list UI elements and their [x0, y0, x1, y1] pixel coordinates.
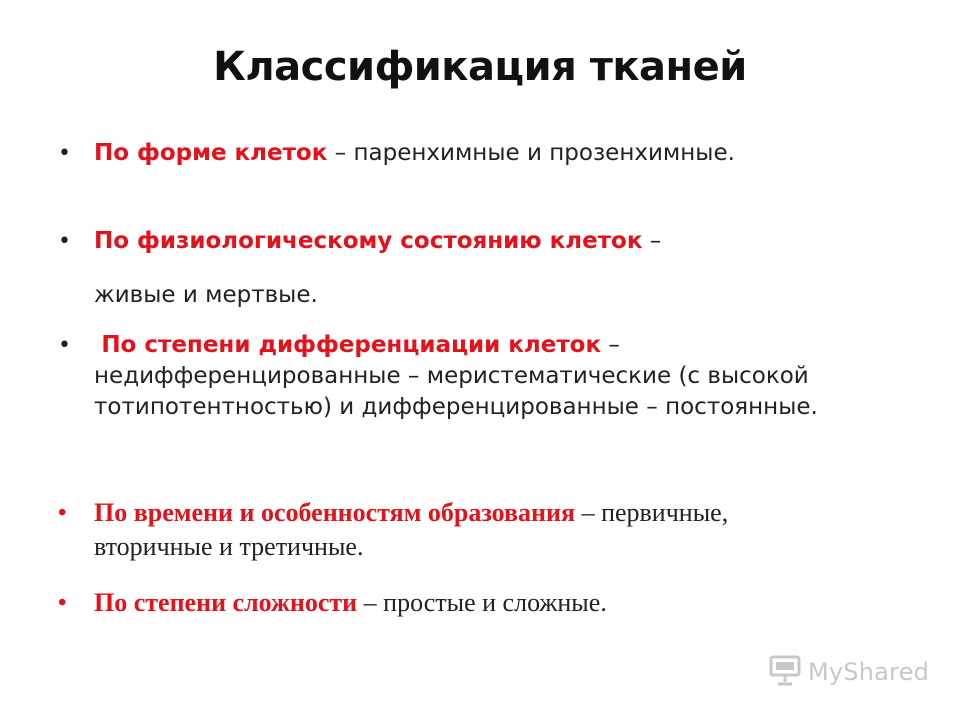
bullet: • — [58, 229, 71, 254]
continuation-text: живые и мертвые. — [94, 282, 318, 308]
item-highlight: По степени дифференциации клеток — [101, 332, 602, 358]
item-highlight: По степени сложности — [94, 588, 358, 617]
item-highlight: По форме клеток — [94, 140, 328, 166]
item-rest: – — [642, 228, 662, 254]
bullet: • — [58, 590, 67, 616]
item-rest: – паренхимные и прозенхимные. — [327, 140, 735, 166]
list-item-text — [94, 330, 854, 423]
item-highlight: По физиологическому состоянию клеток — [94, 228, 643, 254]
list-item-text — [94, 226, 874, 257]
presentation-board-icon — [768, 653, 802, 692]
list-item-text — [94, 586, 874, 620]
list-item-text — [94, 138, 874, 169]
list-item-text — [94, 496, 834, 564]
bullet: • — [58, 500, 67, 526]
item-rest: – недифференцированные – меристематические (с высокой тотипотентностью) и дифференцированные – постоянные. — [94, 332, 818, 420]
slide-title: Классификация тканей — [213, 44, 747, 90]
item-rest: – первичные, вторичные и третичные. — [94, 498, 729, 561]
item-highlight: По времени и особенностям образования — [94, 498, 576, 527]
bullet: • — [58, 333, 71, 358]
watermark-text: MyShared — [808, 658, 930, 686]
watermark — [768, 652, 929, 692]
item-rest: – простые и сложные. — [357, 588, 607, 617]
bullet: • — [58, 141, 71, 166]
